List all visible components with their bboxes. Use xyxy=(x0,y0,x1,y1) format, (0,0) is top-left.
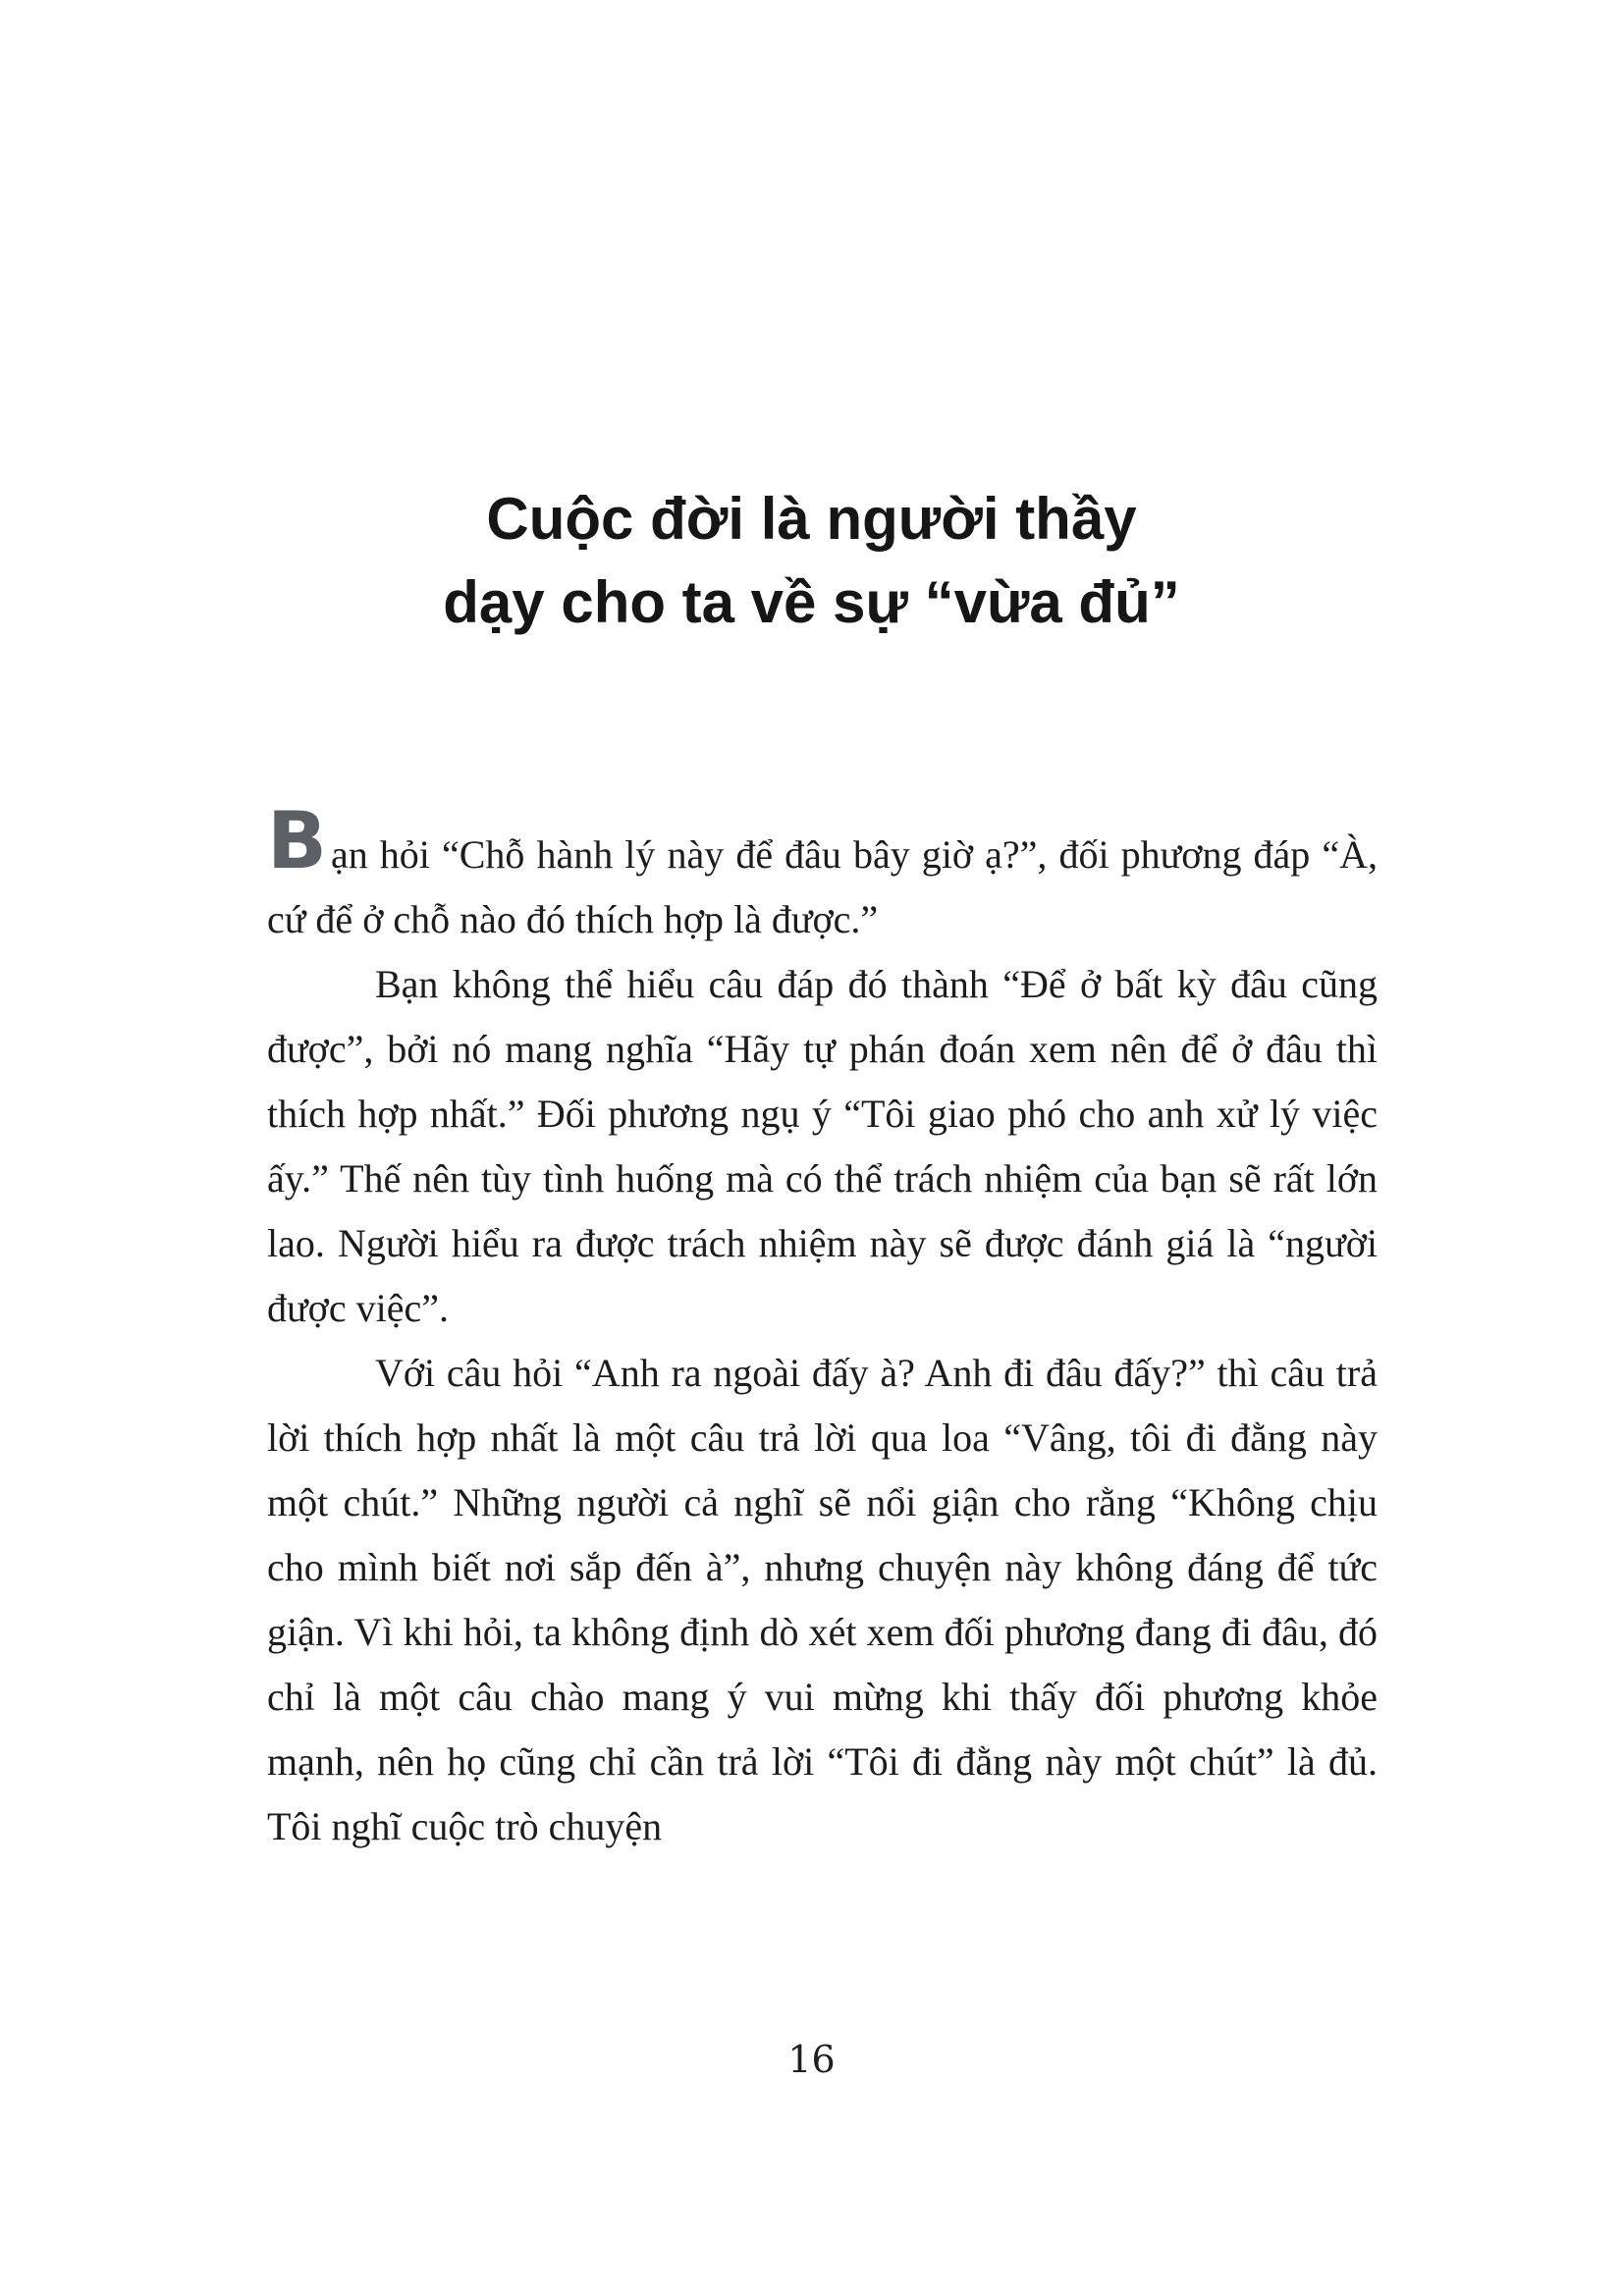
body-text xyxy=(267,795,1378,1859)
chapter-title-line-2: dạy cho ta về sự “vừa đủ” xyxy=(443,569,1180,635)
chapter-title-line-1: Cuộc đời là người thầy xyxy=(486,486,1137,552)
paragraph-3: Với câu hỏi “Anh ra ngoài đấy à? Anh đi đâu đấy?” thì câu trả lời thích hợp nhất là một câu trả lời qua loa “Vâng, tôi đi đằng này một chút.” Những người cả nghĩ sẽ nổi giận cho rằng “Không chịu cho mình biết nơi sắp đến à”, nhưng chuyện này không đáng để tức giận. Vì khi hỏi, ta không định dò xét xem đối phương đang đi đâu, đó chỉ là một câu chào mang ý vui mừng khi thấy đối phương khỏe mạnh, nên họ cũng chỉ cần trả lời “Tôi đi đằng này một chút” là đủ. Tôi nghĩ cuộc trò chuyện xyxy=(267,1351,1378,1848)
paragraph-1 xyxy=(267,795,1378,952)
page-number: 16 xyxy=(787,2038,836,2081)
dropcap-initial: B xyxy=(267,795,327,886)
paragraph-2: Bạn không thể hiểu câu đáp đó thành “Để ở bất kỳ đâu cũng được”, bởi nó mang nghĩa “Hãy tự phán đoán xem nên để ở đâu thì thích hợp nhất.” Đối phương ngụ ý “Tôi giao phó cho anh xử lý việc ấy.” Thế nên tùy tình huống mà có thể trách nhiệm của bạn sẽ rất lớn lao. Người hiểu ra được trách nhiệm này sẽ được đánh giá là “người được việc”. xyxy=(267,962,1378,1330)
paragraph-1-text: ạn hỏi “Chỗ hành lý này để đâu bây giờ ạ?”, đối phương đáp “À, cứ để ở chỗ nào đó thích hợp là được.” xyxy=(267,832,1378,941)
chapter-title xyxy=(0,477,1623,644)
page-footer xyxy=(0,2038,1623,2081)
